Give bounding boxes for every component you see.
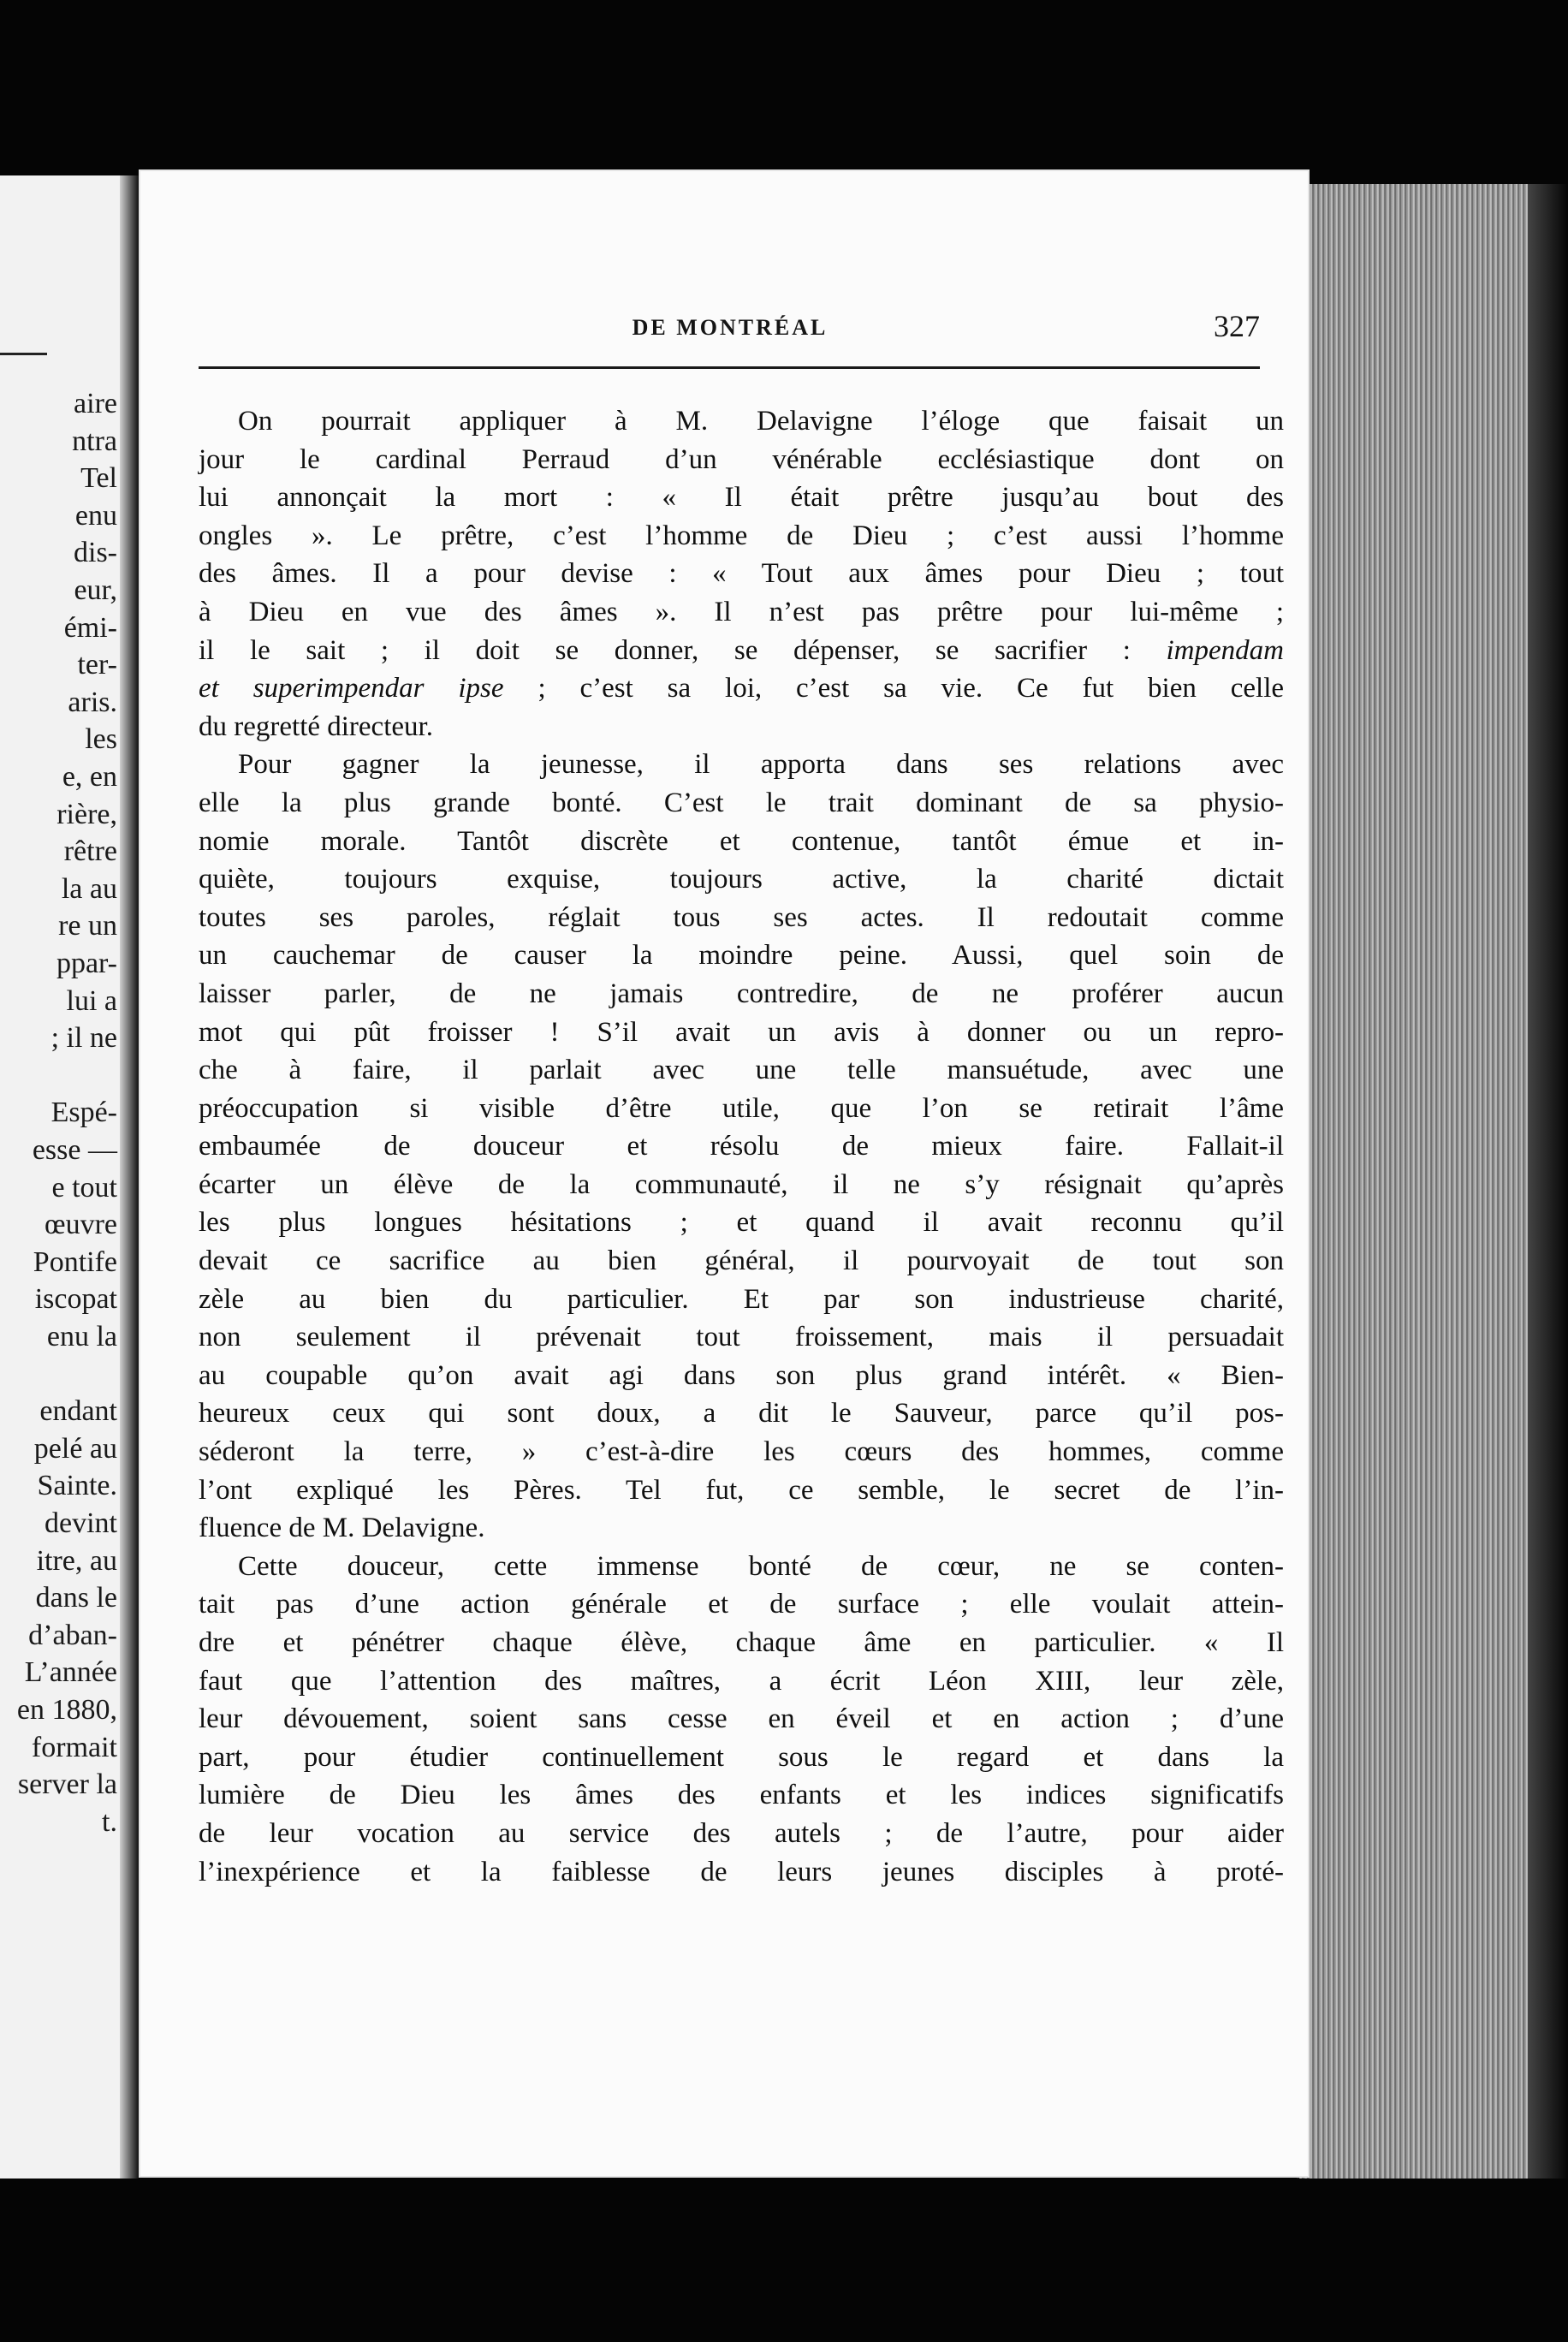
- left-page-line: devint: [45, 1507, 117, 1539]
- left-page-line: Tel: [80, 462, 117, 495]
- text-line: et superimpendar ipse ; c’est sa loi, c’est sa vie. Ce fut bien celle: [199, 673, 1285, 704]
- left-page-line: les: [85, 723, 117, 756]
- left-page-line: ppar-: [56, 948, 117, 979]
- header-rule: [199, 366, 1260, 369]
- book-page: [139, 169, 1310, 2178]
- text-line: écarter un élève de la communauté, il ne s’y résignait qu’après: [199, 1168, 1284, 1200]
- page-number: 327: [1214, 309, 1260, 343]
- text-line: zèle au bien du particulier. Et par son industrieuse charité,: [199, 1283, 1284, 1315]
- left-page-fragment: [0, 175, 124, 2179]
- text-line: leur dévouement, soient sans cesse en éveil et en action ; d’une: [199, 1703, 1284, 1735]
- left-page-line: e tout: [51, 1171, 117, 1204]
- left-page-line: ntra: [72, 425, 117, 457]
- body-text: [199, 402, 1284, 1891]
- left-page-line: re un: [58, 910, 117, 942]
- text-line: l’ont expliqué les Pères. Tel fut, ce semble, le secret de l’in-: [199, 1474, 1284, 1506]
- left-page-line: ; il ne: [50, 1022, 117, 1055]
- left-page-line: e, en: [62, 761, 117, 793]
- left-page-line: Espé-: [50, 1097, 117, 1129]
- left-page-line: la au: [61, 872, 117, 905]
- book-page-edges: [1297, 184, 1530, 2179]
- text-line: de leur vocation au service des autels ; de l’autre, pour aider: [199, 1817, 1284, 1849]
- text-line: embaumée de douceur et résolu de mieux faire. Fallait-il: [199, 1131, 1284, 1162]
- text-line: l’inexpérience et la faiblesse de leurs jeunes disciples à proté-: [199, 1856, 1284, 1887]
- text-line: elle la plus grande bonté. C’est le trait dominant de sa physio-: [199, 787, 1284, 818]
- text-line: ongles ». Le prêtre, c’est l’homme de Dieu ; c’est aussi l’homme: [199, 520, 1284, 551]
- left-page-line: formait: [31, 1731, 117, 1763]
- left-page-line: enu la: [46, 1321, 117, 1352]
- text-line: les plus longues hésitations ; et quand il avait reconnu qu’il: [199, 1207, 1284, 1239]
- text-line: Cette douceur, cette immense bonté de cœur, ne se conten-: [238, 1550, 1284, 1582]
- left-page-line: aris.: [68, 686, 117, 718]
- left-page-line: pelé au: [33, 1432, 117, 1465]
- left-page-line: server la: [17, 1768, 117, 1801]
- text-line: Pour gagner la jeunesse, il apporta dans ses relations avec: [238, 749, 1284, 781]
- text-line: che à faire, il parlait avec une telle mansuétude, avec une: [199, 1055, 1284, 1086]
- text-line: au coupable qu’on avait agi dans son plus grand intérêt. « Bien-: [199, 1359, 1284, 1391]
- text-line: des âmes. Il a pour devise : « Tout aux âmes pour Dieu ; tout: [199, 558, 1284, 590]
- text-line: part, pour étudier continuellement sous le regard et dans la: [199, 1741, 1284, 1773]
- left-page-line: d’aban-: [28, 1619, 117, 1651]
- text-line: faut que l’attention des maîtres, a écrit Léon XIII, leur zèle,: [199, 1665, 1284, 1697]
- running-head: DE MONTRÉAL: [632, 315, 829, 340]
- text-line: devait ce sacrifice au bien général, il pourvoyait de tout son: [199, 1245, 1284, 1277]
- text-line: dre et pénétrer chaque élève, chaque âme en particulier. « Il: [199, 1627, 1284, 1658]
- text-line: lui annonçait la mort : « Il était prêtre jusqu’au bout des: [199, 482, 1284, 514]
- text-line: tait pas d’une action générale et de surface ; elle voulait attein-: [199, 1589, 1284, 1620]
- left-page-line: itre, au: [36, 1544, 117, 1577]
- left-page-line: en 1880,: [16, 1694, 117, 1726]
- text-line: On pourrait appliquer à M. Delavigne l’éloge que faisait un: [238, 406, 1284, 437]
- left-page-line: œuvre: [45, 1209, 117, 1241]
- book-edge-shadow: [1528, 184, 1568, 2179]
- text-line: jour le cardinal Perraud d’un vénérable ecclésiastique dont on: [199, 443, 1284, 475]
- text-line: fluence de M. Delavigne.: [199, 1513, 485, 1544]
- left-page-rule: [0, 353, 47, 355]
- left-page-line: dans le: [35, 1582, 117, 1614]
- page-header: [200, 309, 1260, 358]
- text-line: séderont la terre, » c’est-à-dire les cœurs des hommes, comme: [199, 1436, 1284, 1468]
- left-page-line: Pontife: [33, 1245, 117, 1278]
- text-line: toutes ses paroles, réglait tous ses actes. Il redoutait comme: [199, 901, 1284, 933]
- text-line: un cauchemar de causer la moindre peine. Aussi, quel soin de: [199, 940, 1284, 972]
- left-page-line: ter-: [77, 649, 117, 681]
- text-line: il le sait ; il doit se donner, se dépenser, se sacrifier : impendam: [199, 634, 1284, 666]
- text-line: préoccupation si visible d’être utile, que l’on se retirait l’âme: [199, 1092, 1284, 1124]
- left-page-line: iscopat: [34, 1283, 117, 1316]
- text-line: du regretté directeur.: [199, 710, 433, 742]
- text-line: mot qui pût froisser ! S’il avait un avis à donner ou un repro-: [199, 1016, 1284, 1048]
- left-page-line: t.: [102, 1805, 117, 1838]
- text-line: laisser parler, de ne jamais contredire, de ne proférer aucun: [199, 978, 1284, 1009]
- text-line: lumière de Dieu les âmes des enfants et les indices significatifs: [199, 1780, 1284, 1811]
- book-gutter: [120, 175, 139, 2179]
- left-page-line: émi-: [63, 611, 117, 644]
- text-line: quiète, toujours exquise, toujours active, la charité dictait: [199, 864, 1284, 895]
- left-page-line: dis-: [74, 537, 117, 569]
- left-page-line: rière,: [56, 798, 117, 830]
- left-page-line: L’année: [24, 1656, 117, 1689]
- text-line: à Dieu en vue des âmes ». Il n’est pas prêtre pour lui-même ;: [199, 596, 1284, 627]
- left-page-line: Sainte.: [37, 1470, 117, 1502]
- left-page-line: lui a: [66, 984, 117, 1017]
- left-page-line: enu: [74, 499, 117, 532]
- text-line: non seulement il prévenait tout froissement, mais il persuadait: [199, 1322, 1284, 1353]
- text-line: nomie morale. Tantôt discrète et contenue, tantôt émue et in-: [199, 825, 1284, 857]
- left-page-line: aire: [74, 388, 117, 419]
- left-page-line: endant: [39, 1395, 117, 1428]
- left-page-line: rêtre: [63, 835, 117, 868]
- text-line: heureux ceux qui sont doux, a dit le Sauveur, parce qu’il pos-: [199, 1398, 1284, 1430]
- left-page-line: eur,: [74, 574, 117, 606]
- left-page-line: esse —: [32, 1134, 117, 1166]
